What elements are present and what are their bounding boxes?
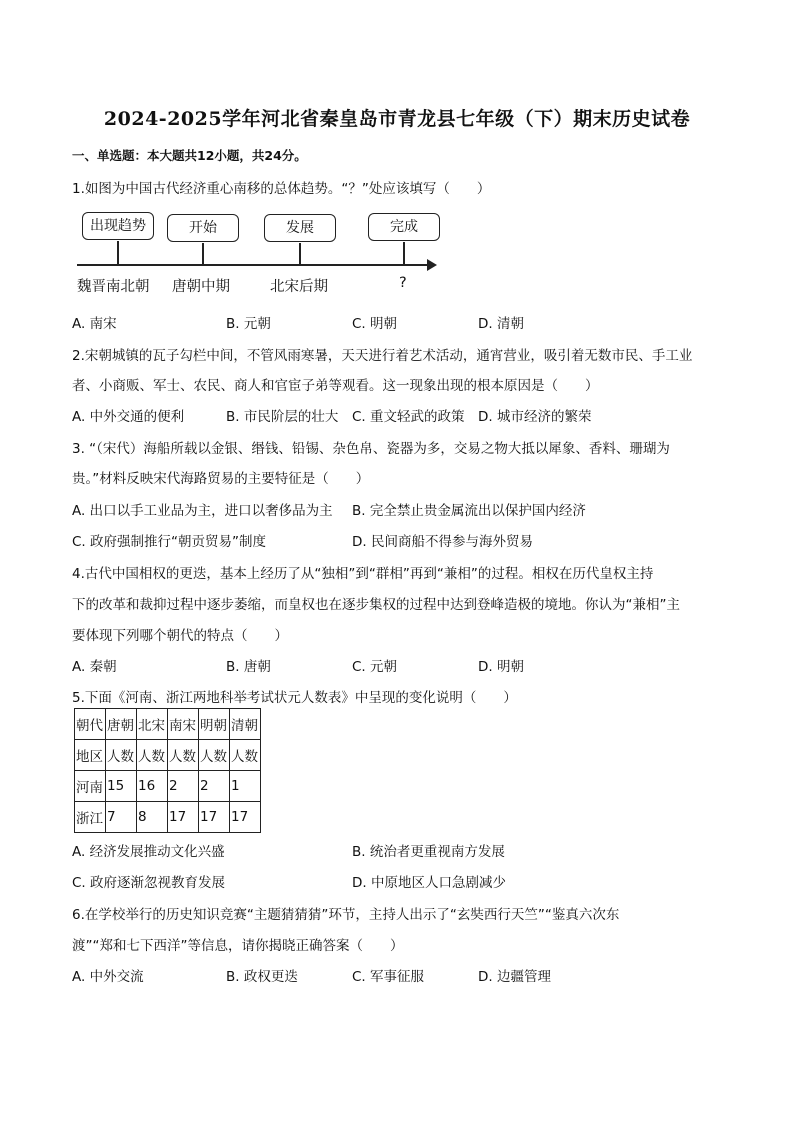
q4-option-a[interactable]: A. 秦朝 bbox=[72, 659, 117, 675]
q2-option-d[interactable]: D. 城市经济的繁荣 bbox=[478, 409, 592, 425]
q4-stem-line: 4.古代中国相权的更迭，基本上经历了从“独相”到“群相”再到“兼相”的过程。相权在历代皇权主持 bbox=[72, 566, 654, 582]
q2-option-b[interactable]: B. 市民阶层的壮大 bbox=[226, 409, 339, 425]
q4-option-c[interactable]: C. 元朝 bbox=[352, 659, 398, 675]
table-cell: 河南 bbox=[75, 771, 106, 802]
table-cell: 人数 bbox=[230, 740, 261, 771]
timeline-connector bbox=[299, 243, 301, 265]
table-cell: 17 bbox=[168, 802, 199, 833]
q1-option-c[interactable]: C. 明朝 bbox=[352, 316, 398, 332]
q2-stem-line: 2.宋朝城镇的瓦子勾栏中间，不管风雨寒暑，天天进行着艺术活动，通宵营业，吸引着无数市民、手工业 bbox=[72, 348, 693, 364]
table-cell: 朝代 bbox=[75, 709, 106, 740]
q1-option-b[interactable]: B. 元朝 bbox=[226, 316, 271, 332]
table-row bbox=[75, 771, 261, 802]
q5-option-d[interactable]: D. 中原地区人口急剧减少 bbox=[352, 875, 506, 891]
table-cell: 浙江 bbox=[75, 802, 106, 833]
q2-option-a[interactable]: A. 中外交通的便利 bbox=[72, 409, 185, 425]
q3-stem-line: 3. “（宋代）海船所载以金银、缗钱、铅锡、杂色帛、瓷器为多，交易之物大抵以犀象、香料、珊瑚为 bbox=[72, 441, 670, 457]
q1-option-d[interactable]: D. 清朝 bbox=[478, 316, 524, 332]
q3-option-b[interactable]: B. 完全禁止贵金属流出以保护国内经济 bbox=[352, 503, 586, 519]
q6-option-a[interactable]: A. 中外交流 bbox=[72, 969, 144, 985]
timeline-connector bbox=[403, 242, 405, 265]
q5-stem: 5.下面《河南、浙江两地科举考试状元人数表》中呈现的变化说明（ ） bbox=[72, 690, 517, 706]
q5-option-a[interactable]: A. 经济发展推动文化兴盛 bbox=[72, 844, 225, 860]
q4-option-b[interactable]: B. 唐朝 bbox=[226, 659, 271, 675]
table-cell: 南宋 bbox=[168, 709, 199, 740]
timeline-period-label: 魏晋南北朝 bbox=[77, 279, 150, 295]
table-cell: 唐朝 bbox=[106, 709, 137, 740]
table-cell: 明朝 bbox=[199, 709, 230, 740]
q3-option-d[interactable]: D. 民间商船不得参与海外贸易 bbox=[352, 534, 533, 550]
table-cell: 人数 bbox=[168, 740, 199, 771]
table-row bbox=[75, 740, 261, 771]
table-cell: 人数 bbox=[137, 740, 168, 771]
timeline-stage-box: 开始 bbox=[167, 214, 239, 242]
table-row bbox=[75, 709, 261, 740]
table-cell: 北宋 bbox=[137, 709, 168, 740]
q5-option-c[interactable]: C. 政府逐渐忽视教育发展 bbox=[72, 875, 226, 891]
table-cell: 1 bbox=[230, 771, 261, 802]
table-cell: 7 bbox=[106, 802, 137, 833]
timeline-period-label: 北宋后期 bbox=[270, 279, 328, 295]
q2-option-c[interactable]: C. 重文轻武的政策 bbox=[352, 409, 465, 425]
table-cell: 2 bbox=[199, 771, 230, 802]
q3-option-a[interactable]: A. 出口以手工业品为主，进口以奢侈品为主 bbox=[72, 503, 333, 519]
timeline-stage-box: 发展 bbox=[264, 214, 336, 242]
q1-option-a[interactable]: A. 南宋 bbox=[72, 316, 117, 332]
table-cell: 2 bbox=[168, 771, 199, 802]
exam-title: 2024-2025学年河北省秦皇岛市青龙县七年级（下）期末历史试卷 bbox=[103, 108, 691, 130]
q4-stem-line: 要体现下列哪个朝代的特点（ ） bbox=[72, 628, 288, 644]
table-cell: 清朝 bbox=[230, 709, 261, 740]
table-cell: 8 bbox=[137, 802, 168, 833]
q6-stem-line: 渡”“郑和七下西洋”等信息，请你揭晓正确答案（ ） bbox=[72, 938, 404, 954]
timeline-period-label: ? bbox=[399, 275, 407, 291]
timeline-period-label: 唐朝中期 bbox=[172, 279, 230, 295]
table-cell: 人数 bbox=[106, 740, 137, 771]
table-cell: 16 bbox=[137, 771, 168, 802]
q5-zhuangyuan-table bbox=[74, 708, 261, 833]
timeline-stage-box: 出现趋势 bbox=[82, 212, 154, 240]
q6-option-d[interactable]: D. 边疆管理 bbox=[478, 969, 551, 985]
q1-stem: 1.如图为中国古代经济重心南移的总体趋势。“？”处应该填写（ ） bbox=[72, 181, 491, 197]
section-heading-single-choice: 一、单选题：本大题共12小题，共24分。 bbox=[72, 148, 307, 163]
table-cell: 地区 bbox=[75, 740, 106, 771]
q4-stem-line: 下的改革和裁抑过程中逐步萎缩，而皇权也在逐步集权的过程中达到登峰造极的境地。你认为“兼相”主 bbox=[72, 597, 680, 613]
table-cell: 15 bbox=[106, 771, 137, 802]
table-cell: 人数 bbox=[199, 740, 230, 771]
timeline-arrow-icon bbox=[427, 259, 437, 271]
timeline-connector bbox=[202, 243, 204, 265]
q6-option-c[interactable]: C. 军事征服 bbox=[352, 969, 425, 985]
q3-stem-line: 贵。”材料反映宋代海路贸易的主要特征是（ ） bbox=[72, 471, 370, 487]
timeline-axis bbox=[77, 264, 429, 266]
q2-stem-line: 者、小商贩、军士、农民、商人和官宦子弟等观看。这一现象出现的根本原因是（ ） bbox=[72, 378, 599, 394]
table-row bbox=[75, 802, 261, 833]
timeline-connector bbox=[117, 241, 119, 265]
q4-option-d[interactable]: D. 明朝 bbox=[478, 659, 524, 675]
q3-option-c[interactable]: C. 政府强制推行“朝贡贸易”制度 bbox=[72, 534, 266, 550]
timeline-stage-box: 完成 bbox=[368, 213, 440, 241]
q6-stem-line: 6.在学校举行的历史知识竞赛“主题猜猜猜”环节，主持人出示了“玄奘西行天竺”“鉴真六次东 bbox=[72, 907, 620, 923]
q6-option-b[interactable]: B. 政权更迭 bbox=[226, 969, 298, 985]
q5-option-b[interactable]: B. 统治者更重视南方发展 bbox=[352, 844, 505, 860]
table-cell: 17 bbox=[199, 802, 230, 833]
table-cell: 17 bbox=[230, 802, 261, 833]
